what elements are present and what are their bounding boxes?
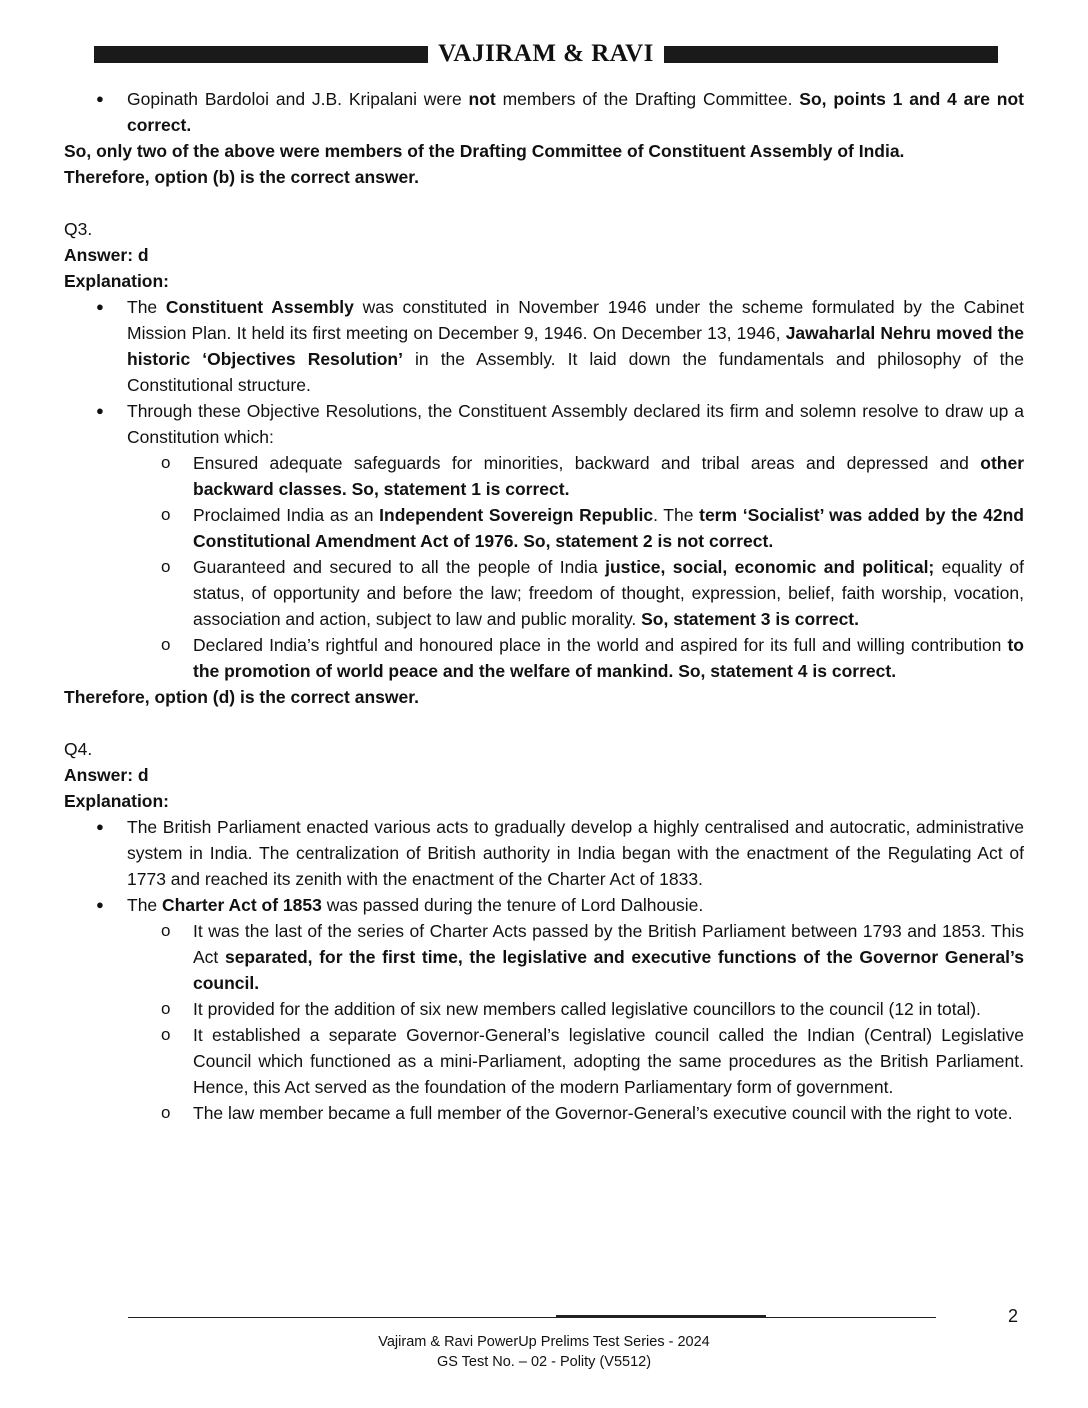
q4-sub-list [127,918,1024,1126]
q4-answer: Answer: d [64,765,149,785]
list-item: ● The British Parliament enacted various acts to gradually develop a highly centralised and autocratic, administrative system in India. The centralization of British authority in India began with the enactment of the Regulating Act of 1773 and reached its zenith with the enactment of the Charter Act of 1833. [127,814,1024,892]
footer-divider-accent [556,1315,766,1318]
footer-series-title: Vajiram & Ravi PowerUp Prelims Test Series - 2024 [378,1334,710,1350]
sub-list-item: o It established a separate Governor-General’s legislative council called the Indian (Central) Legislative Council which functioned as a mini-Parliament, adopting the same procedures as the British Parliament. Hence, this Act served as the foundation of the modern Parliamentary form of government. [193,1022,1024,1100]
sub-list-item: o It was the last of the series of Charter Acts passed by the British Parliament between 1793 and 1853. This Act separated, for the first time, the legislative and executive functions of the Governor General’s council. [193,918,1024,996]
q4-explanation-label: Explanation: [64,791,170,811]
q2-tail-list [64,86,1024,138]
list-item: ● Gopinath Bardoloi and J.B. Kripalani were not members of the Drafting Committee. So, points 1 and 4 are not correct. [127,86,1024,138]
q3-conclusion: Therefore, option (d) is the correct answer. [64,687,419,707]
sub-list-item: o Ensured adequate safeguards for minorities, backward and tribal areas and depressed and other backward classes. So, statement 1 is correct. [193,450,1024,502]
sub-list-item: o Proclaimed India as an Independent Sovereign Republic. The term ‘Socialist’ was added by the 42nd Constitutional Amendment Act of 1976. So, statement 2 is not correct. [193,502,1024,554]
q3-sub-list [127,450,1024,684]
sub-list-item: o Declared India’s rightful and honoured place in the world and aspired for its full and willing contribution to the promotion of world peace and the welfare of mankind. So, statement 4 is correct. [193,632,1024,684]
sub-list-item: o The law member became a full member of the Governor-General’s executive council with the right to vote. [193,1100,1024,1126]
page-header [94,40,998,68]
footer-divider [128,1317,936,1318]
header-bar-left [94,46,428,63]
document-body [64,86,1024,1126]
q3-explanation-label: Explanation: [64,271,170,291]
footer-test-name: GS Test No. – 02 - Polity (V5512) [436,1354,652,1370]
q3-number: Q3. [64,219,93,239]
list-item: ● Through these Objective Resolutions, the Constituent Assembly declared its firm and solemn resolve to draw up a Constitution which: o Ensured adequate safeguards for minorities, backward and tribal areas and depressed and other backward classes. So, statement 1 is correct. o Proclaimed India as an Independent Sovereign Republic. The term ‘Socialist’ was added by the 42nd Constitutional Amendment Act of 1976. So, statement 2 is not correct. o Guaranteed and secured to all the people of India justice, social, economic and political; equality of status, of opportunity and before the law; freedom of thought, expression, belief, faith worship, vocation, association and action, subject to law and public morality. So, statement 3 is correct. o Declared India’s rightful and honoured place in the world and aspired for its full and willing contribution to the promotion of world peace and the welfare of mankind. So, statement 4 is correct. [127,398,1024,684]
list-item: ● The Constituent Assembly was constituted in November 1946 under the scheme formulated by the Cabinet Mission Plan. It held its first meeting on December 9, 1946. On December 13, 1946, Jawaharlal Nehru moved the historic ‘Objectives Resolution’ in the Assembly. It laid down the fundamentals and philosophy of the Constitutional structure. [127,294,1024,398]
header-bar-right [664,46,998,63]
q2-summary: So, only two of the above were members of the Drafting Committee of Constituent Assembly of India. [64,141,905,161]
sub-list-item: o Guaranteed and secured to all the people of India justice, social, economic and political; equality of status, of opportunity and before the law; freedom of thought, expression, belief, faith worship, vocation, association and action, subject to law and public morality. So, statement 3 is correct. [193,554,1024,632]
page-footer [0,1332,1088,1372]
q4-explanation-list [64,814,1024,1126]
sub-list-item: o It provided for the addition of six new members called legislative councillors to the council (12 in total). [193,996,1024,1022]
q3-answer: Answer: d [64,245,149,265]
header-title: VAJIRAM & RAVI [438,40,654,67]
q4-number: Q4. [64,739,93,759]
q3-explanation-list [64,294,1024,684]
q2-conclusion: Therefore, option (b) is the correct answer. [64,167,419,187]
page-number: 2 [1008,1306,1019,1326]
list-item: ● The Charter Act of 1853 was passed during the tenure of Lord Dalhousie. o It was the last of the series of Charter Acts passed by the British Parliament between 1793 and 1853. This Act separated, for the first time, the legislative and executive functions of the Governor General’s council. o It provided for the addition of six new members called legislative councillors to the council (12 in total). o It established a separate Governor-General’s legislative council called the Indian (Central) Legislative Council which functioned as a mini-Parliament, adopting the same procedures as the British Parliament. Hence, this Act served as the foundation of the modern Parliamentary form of government. o The law member became a full member of the Governor-General’s executive council with the right to vote. [127,892,1024,1126]
